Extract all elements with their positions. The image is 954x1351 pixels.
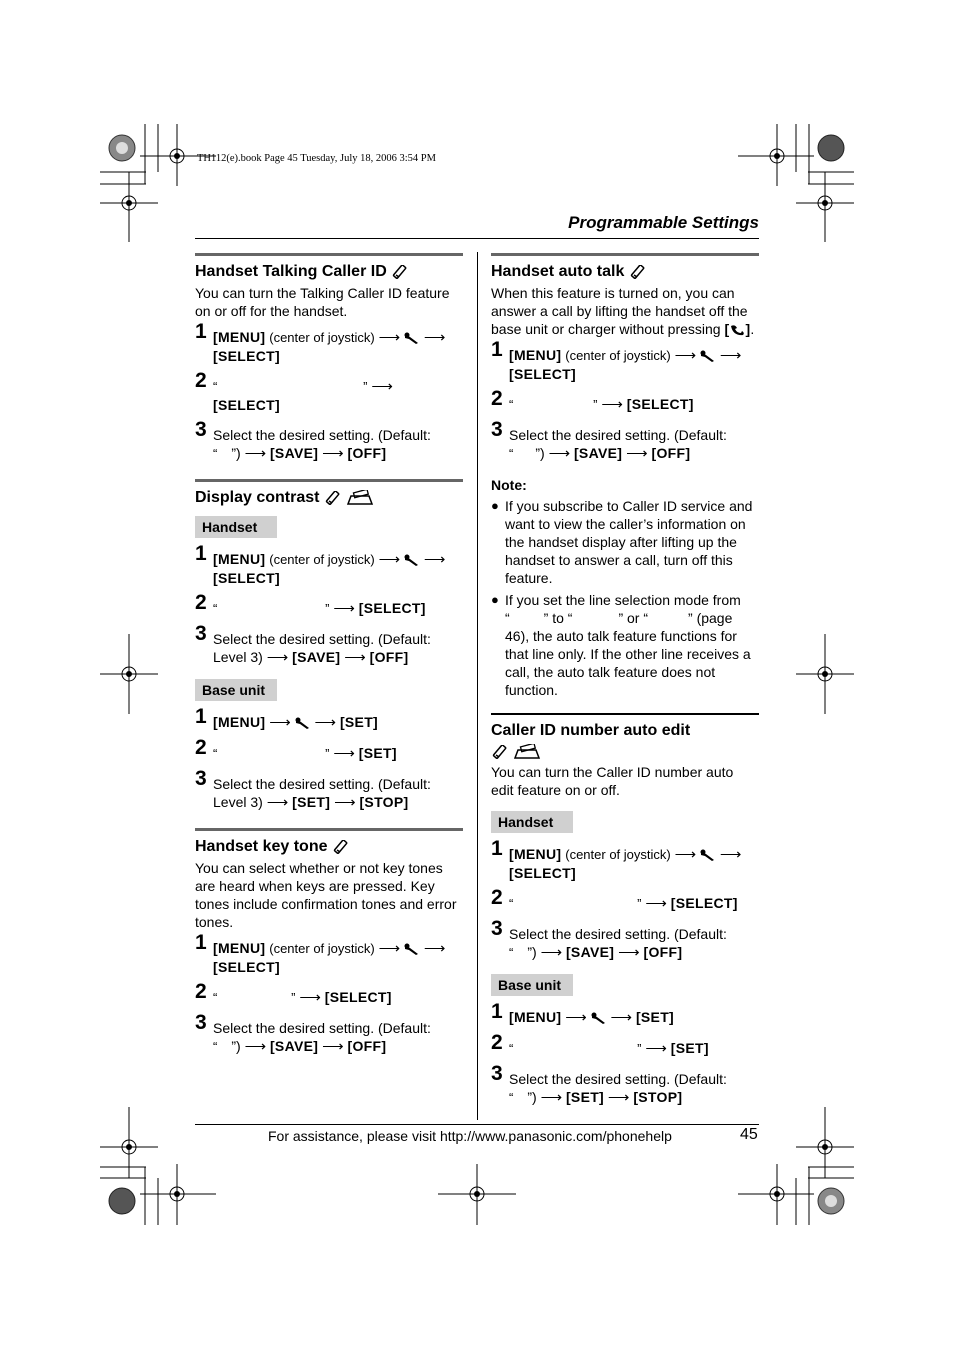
off-key: [OFF] [347, 1038, 387, 1054]
section-title: Caller ID number auto edit [491, 722, 691, 739]
select-key: [SELECT] [509, 366, 576, 382]
save-key: [SAVE] [573, 445, 623, 461]
select-key: [SELECT] [213, 397, 280, 413]
right-arrow-icon: ⟶ [645, 895, 667, 912]
description-text: When this feature is turned on, you can answer a call by lifting the handset off the base unit or charger without pressing [491, 285, 748, 337]
step-text: Select the desired setting. (Default: [213, 427, 431, 443]
open-quote: “ [509, 1090, 514, 1105]
section-talking-caller-id [195, 253, 463, 463]
section-title [195, 488, 463, 508]
print-stamp: TH112(e).book Page 45 Tuesday, July 18, 2006 3:54 PM [197, 153, 436, 164]
section-title [195, 837, 463, 857]
right-arrow-icon: ⟶ [378, 329, 401, 346]
save-key: [SAVE] [269, 445, 319, 461]
right-arrow-icon: ⟶ [423, 329, 446, 346]
page-header: Programmable Settings [568, 213, 759, 232]
set-key: [SET] [670, 1040, 709, 1056]
right-arrow-icon: ⟶ [601, 396, 623, 413]
open-quote: “ [505, 610, 510, 626]
right-arrow-icon: ⟶ [378, 551, 401, 568]
right-arrow-icon: ⟶ [299, 989, 321, 1006]
open-quote: “ [213, 1039, 218, 1054]
right-arrow-icon: ⟶ [269, 714, 291, 731]
section-title [491, 262, 759, 282]
step-text: Level 3) [213, 649, 263, 665]
wrench-icon [404, 943, 420, 955]
right-arrow-icon: ⟶ [719, 846, 742, 863]
right-arrow-icon: ⟶ [626, 445, 648, 462]
right-arrow-icon: ⟶ [333, 745, 355, 762]
page-number: 45 [740, 1126, 758, 1143]
step-note: (center of joystick) [565, 847, 671, 862]
talk-key-icon: [ ] [724, 321, 751, 337]
note-text: ” or “ [618, 610, 649, 626]
right-arrow-icon: ⟶ [719, 347, 742, 364]
description-tail: . [750, 321, 755, 337]
right-arrow-icon: ⟶ [610, 1009, 633, 1026]
right-arrow-icon: ⟶ [371, 378, 393, 395]
off-key: [OFF] [369, 649, 409, 665]
stop-key: [STOP] [633, 1089, 683, 1105]
section-description [491, 284, 759, 338]
step-3: 3 Select the desired setting. (Default: “ ”) ⟶ [SET] ⟶ [STOP] [491, 1062, 727, 1106]
step-2: 2 “ ” ⟶ [SELECT] [195, 591, 426, 617]
close-quote: ” [325, 601, 330, 616]
section-bar [491, 713, 759, 715]
open-quote: “ [213, 990, 218, 1005]
close-quote: ”) [231, 445, 241, 461]
step-3: 3 Select the desired setting. (Default: “ ”) ⟶ [SAVE] ⟶ [OFF] [491, 917, 727, 961]
close-quote: ” [291, 990, 296, 1005]
step-1: 1 [MENU] (center of joystick) ⟶ ⟶ [SELECT] [195, 542, 446, 586]
set-key: [SET] [339, 714, 379, 730]
save-key: [SAVE] [269, 1038, 319, 1054]
select-key: [SELECT] [358, 600, 426, 616]
base-unit-icon [513, 744, 541, 760]
open-quote: “ [509, 1041, 514, 1056]
handset-icon [391, 265, 409, 279]
wrench-icon [700, 849, 716, 861]
step-note: (center of joystick) [269, 941, 375, 956]
wrench-icon [404, 332, 420, 344]
select-key: [SELECT] [626, 396, 694, 412]
step-2: 2 “ ” ⟶ [SELECT] [195, 980, 392, 1006]
set-key: [SET] [292, 794, 331, 810]
select-key: [SELECT] [509, 865, 576, 881]
wrench-icon [700, 350, 716, 362]
right-arrow-icon: ⟶ [266, 794, 289, 811]
right-arrow-icon: ⟶ [645, 1040, 667, 1057]
open-quote: “ [509, 397, 514, 412]
right-arrow-icon: ⟶ [607, 1089, 630, 1106]
right-arrow-icon: ⟶ [322, 1038, 344, 1055]
open-quote: “ [509, 945, 514, 960]
set-key: [SET] [358, 745, 397, 761]
step-note: (center of joystick) [565, 348, 671, 363]
menu-key: [MENU] [213, 714, 266, 730]
right-arrow-icon: ⟶ [423, 940, 446, 957]
left-column [195, 253, 463, 1060]
close-quote: ”) [527, 944, 537, 960]
close-quote: ”) [231, 1038, 241, 1054]
open-quote: “ [213, 379, 218, 394]
section-caller-id-auto-edit [491, 713, 759, 1107]
footer-rule [195, 1124, 759, 1125]
set-key: [SET] [635, 1009, 675, 1025]
right-arrow-icon: ⟶ [540, 1089, 563, 1106]
section-description: You can select whether or not key tones are heard when keys are pressed. Key tones include confirmation tones and error tones. [195, 860, 457, 930]
right-arrow-icon: ⟶ [618, 944, 640, 961]
section-handset-key-tone [195, 828, 463, 1056]
step-1: 1 [MENU] (center of joystick) ⟶ ⟶ [SELECT] [491, 338, 742, 382]
note-heading: Note: [491, 477, 527, 493]
menu-key: [MENU] [509, 846, 562, 862]
right-arrow-icon: ⟶ [266, 649, 289, 666]
wrench-icon [295, 717, 311, 729]
step-3: 3 Select the desired setting. (Default: Level 3) ⟶ [SAVE] ⟶ [OFF] [195, 622, 431, 666]
step-text: Select the desired setting. (Default: [213, 776, 431, 792]
note-text: If you set the line selection mode from [505, 592, 741, 608]
menu-key: [MENU] [509, 347, 562, 363]
step-note: (center of joystick) [269, 330, 375, 345]
handset-icon [324, 491, 342, 505]
step-3: 3 Select the desired setting. (Default: “ ”) ⟶ [SAVE] ⟶ [OFF] [195, 1011, 431, 1055]
note-item [491, 591, 759, 699]
right-arrow-icon: ⟶ [344, 649, 366, 666]
section-description: You can turn the Talking Caller ID feature on or off for the handset. [195, 285, 450, 319]
column-divider [477, 252, 478, 1120]
right-arrow-icon: ⟶ [244, 445, 267, 462]
step-text: Level 3) [213, 794, 263, 810]
handset-icon [491, 745, 509, 759]
close-quote: ” [637, 896, 642, 911]
section-bar [195, 253, 463, 256]
note-text: If you subscribe to Caller ID service and want to view the caller’s information on the handset display after lifting up the handset to answer a call, turn off this feature. [505, 498, 753, 586]
wrench-icon [591, 1012, 607, 1024]
section-bar [195, 479, 463, 482]
section-description: You can turn the Caller ID number auto edit feature on or off. [491, 764, 734, 798]
off-key: [OFF] [347, 445, 387, 461]
handset-label: Handset [491, 811, 573, 833]
note-text: the auto talk feature functions for that line only. If the other line receives a call, the auto talk feature does not function. [505, 628, 751, 698]
select-key: [SELECT] [324, 989, 392, 1005]
section-handset-auto-talk [491, 253, 759, 699]
menu-key: [MENU] [213, 551, 266, 567]
open-quote: “ [213, 746, 218, 761]
step-2: 2 “ ” ⟶ [SET] [491, 1031, 709, 1057]
step-2: 2 “ ” ⟶ [SET] [195, 736, 397, 762]
off-key: [OFF] [651, 445, 691, 461]
handset-icon [332, 840, 350, 854]
bullet-icon: ● [491, 498, 499, 513]
right-arrow-icon: ⟶ [244, 1038, 267, 1055]
select-key: [SELECT] [213, 570, 280, 586]
right-column [491, 253, 759, 1111]
step-1: 1 [MENU] (center of joystick) ⟶ ⟶ [SELECT] [491, 837, 742, 881]
close-quote: ” [593, 397, 598, 412]
close-quote: ” [363, 379, 368, 394]
menu-key: [MENU] [509, 1009, 562, 1025]
bullet-icon: ● [491, 592, 499, 607]
save-key: [SAVE] [292, 649, 341, 665]
step-3: 3 Select the desired setting. (Default: “ ”) ⟶ [SAVE] ⟶ [OFF] [195, 418, 431, 462]
close-quote: ”) [527, 1089, 537, 1105]
select-key: [SELECT] [213, 348, 280, 364]
step-note: (center of joystick) [269, 552, 375, 567]
select-key: [SELECT] [670, 895, 738, 911]
section-title-text: Handset key tone [195, 838, 328, 855]
base-unit-icon [346, 490, 374, 506]
open-quote: “ [509, 446, 514, 461]
right-arrow-icon: ⟶ [378, 940, 401, 957]
right-arrow-icon: ⟶ [674, 347, 697, 364]
step-text: Select the desired setting. (Default: [509, 1071, 727, 1087]
right-arrow-icon: ⟶ [548, 445, 571, 462]
step-1: 1 [MENU] ⟶ ⟶ [SET] [491, 1000, 675, 1026]
right-arrow-icon: ⟶ [674, 846, 697, 863]
note-text: ” to “ [543, 610, 573, 626]
right-arrow-icon: ⟶ [334, 794, 356, 811]
step-3: 3 Select the desired setting. (Default: Level 3) ⟶ [SET] ⟶ [STOP] [195, 767, 431, 811]
right-arrow-icon: ⟶ [565, 1009, 587, 1026]
menu-key: [MENU] [213, 329, 266, 345]
off-key: [OFF] [643, 944, 683, 960]
handset-label: Handset [195, 516, 277, 538]
footer-help-text: For assistance, please visit http://www.panasonic.com/phonehelp [268, 1128, 672, 1144]
wrench-icon [404, 554, 420, 566]
close-quote: ” [637, 1041, 642, 1056]
menu-key: [MENU] [213, 940, 266, 956]
section-title-text: Display contrast [195, 489, 320, 506]
step-1: 1 [MENU] (center of joystick) ⟶ ⟶ [SELECT] [195, 320, 446, 364]
right-arrow-icon: ⟶ [333, 600, 355, 617]
open-quote: “ [213, 601, 218, 616]
section-title [195, 262, 463, 282]
step-2: 2 “ ” ⟶ [SELECT] [491, 387, 694, 413]
section-title-text: Handset auto talk [491, 263, 625, 280]
step-2: 2 “ ” ⟶ [SELECT] [491, 886, 738, 912]
base-unit-label: Base unit [195, 679, 277, 701]
step-text: Select the desired setting. (Default: [213, 1020, 431, 1036]
section-display-contrast [195, 479, 463, 812]
section-bar [491, 253, 759, 256]
open-quote: “ [509, 896, 514, 911]
section-bar [195, 828, 463, 831]
note-text: ” (page 46), [505, 610, 733, 644]
save-key: [SAVE] [565, 944, 615, 960]
base-unit-label: Base unit [491, 974, 573, 996]
step-1: 1 [MENU] (center of joystick) ⟶ ⟶ [SELECT] [195, 931, 446, 975]
close-quote: ” [325, 746, 330, 761]
note-item [491, 497, 759, 587]
right-arrow-icon: ⟶ [540, 944, 563, 961]
step-2: 2 “ ” ⟶ [SELECT] [195, 369, 393, 413]
right-arrow-icon: ⟶ [423, 551, 446, 568]
step-text: Select the desired setting. (Default: [509, 427, 727, 443]
right-arrow-icon: ⟶ [322, 445, 344, 462]
step-1: 1 [MENU] ⟶ ⟶ [SET] [195, 705, 379, 731]
right-arrow-icon: ⟶ [314, 714, 337, 731]
step-text: Select the desired setting. (Default: [509, 926, 727, 942]
open-quote: “ [213, 446, 218, 461]
section-title-text: Handset Talking Caller ID [195, 263, 387, 280]
step-text: Select the desired setting. (Default: [213, 631, 431, 647]
stop-key: [STOP] [359, 794, 409, 810]
step-3: 3 Select the desired setting. (Default: “ ”) ⟶ [SAVE] ⟶ [OFF] [491, 418, 727, 462]
close-quote: ”) [535, 445, 545, 461]
handset-icon [629, 265, 647, 279]
select-key: [SELECT] [213, 959, 280, 975]
header-rule [195, 238, 759, 239]
set-key: [SET] [565, 1089, 605, 1105]
